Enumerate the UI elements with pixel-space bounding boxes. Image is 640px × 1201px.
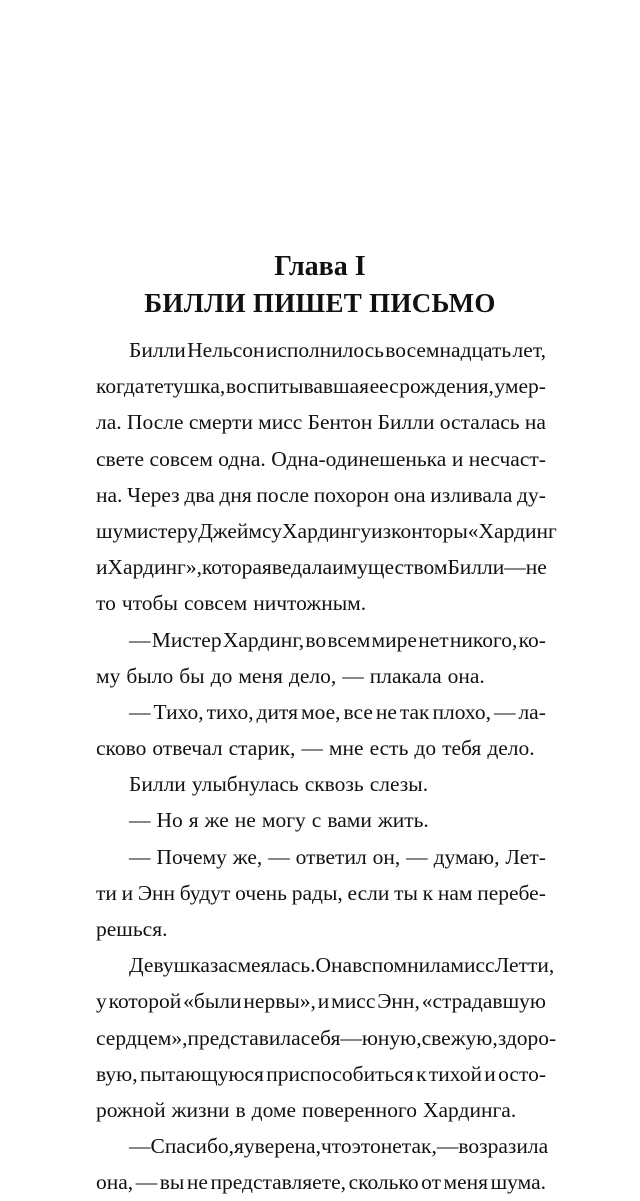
body-text [96, 332, 557, 1201]
word: ее [369, 374, 389, 399]
text-line [96, 658, 546, 694]
word: плохо, [432, 699, 491, 724]
word: поверенного [302, 1097, 417, 1122]
word: улыбнулась [191, 772, 299, 797]
word: ко- [518, 627, 546, 652]
word: тихой [428, 1061, 482, 1086]
word: будут [179, 880, 231, 905]
word: «были [183, 989, 242, 1014]
word: Но [156, 808, 183, 833]
word: После [126, 410, 184, 435]
word: сково [96, 736, 147, 761]
word: ти [96, 880, 117, 905]
word: слезы. [369, 772, 429, 797]
word: нет [418, 627, 449, 652]
word: рождения, [399, 374, 494, 399]
word: и [484, 1061, 496, 1086]
word: несчаст- [468, 446, 546, 471]
word: вспомнила [352, 953, 451, 978]
word: к [416, 1061, 427, 1086]
word: до [210, 663, 233, 688]
word: Хардинг», [107, 555, 202, 580]
word: на [524, 410, 546, 435]
text-line [96, 839, 546, 875]
text-line [96, 947, 555, 983]
word: же, [232, 844, 263, 869]
word: и [121, 880, 134, 905]
word: приспособиться [266, 1061, 414, 1086]
word: то [96, 591, 116, 616]
text-line [96, 441, 546, 477]
word: мистеру [123, 518, 199, 543]
word: юную, [361, 1025, 422, 1050]
word: меня [443, 1170, 489, 1195]
word: что [320, 1134, 352, 1159]
word: чтобы [121, 591, 178, 616]
word: — [406, 844, 428, 869]
text-line [96, 766, 546, 802]
text-line [96, 477, 546, 513]
word: Нельсон [187, 338, 265, 362]
word: ду- [517, 482, 546, 507]
word: перебе- [477, 880, 546, 905]
text-line [96, 513, 557, 549]
word: ничтожным. [253, 591, 367, 616]
text-line [96, 404, 546, 440]
word: му [96, 663, 121, 688]
word: думаю, [433, 844, 500, 869]
word: пытающуюся [139, 1061, 264, 1086]
text-line [96, 585, 546, 621]
word: умер- [494, 374, 546, 399]
word: если [347, 880, 390, 905]
word: мое, [300, 699, 341, 724]
word: рожной [96, 1097, 166, 1122]
word: — [129, 808, 151, 833]
word: восемнадцать [385, 338, 512, 362]
word: у [96, 989, 107, 1014]
word: Через [127, 482, 180, 507]
word: здоро- [497, 1025, 557, 1050]
word: Энн [137, 880, 176, 905]
word: сколько [348, 1170, 419, 1195]
word: Хардинг, [222, 627, 305, 652]
text-line [96, 368, 546, 404]
word: — [135, 1170, 158, 1195]
word: имуществом [332, 555, 448, 580]
word: нервы», [243, 989, 316, 1014]
text-line [96, 802, 546, 838]
word: представляете, [210, 1170, 347, 1195]
word: «страдавшую [421, 989, 546, 1014]
word: — [301, 736, 323, 761]
word: осто- [498, 1061, 546, 1086]
word: не [375, 699, 397, 724]
word: она, [96, 1170, 134, 1195]
text-line [96, 1092, 546, 1128]
word: я [188, 808, 199, 833]
word: ла. [96, 410, 122, 435]
word: лет, [512, 338, 546, 362]
word: возразила [458, 1134, 549, 1159]
word: тебя [442, 736, 482, 761]
word: Она [315, 953, 353, 978]
word: сквозь [304, 772, 364, 797]
word: два [184, 482, 215, 507]
word: конторы [391, 518, 468, 543]
word: — [493, 699, 516, 724]
word: Почему [156, 844, 227, 869]
word: воспитывавшая [225, 374, 370, 399]
text-line [96, 549, 546, 585]
word: было [126, 663, 174, 688]
text-line [96, 875, 546, 911]
word: так, [401, 1134, 437, 1159]
word: он, [372, 844, 401, 869]
word: Джеймсу [198, 518, 283, 543]
word: дело. [487, 736, 535, 761]
word: не [186, 1170, 208, 1195]
word: решься. [96, 917, 168, 941]
word: сердцем», [96, 1025, 188, 1050]
word: Мистер [151, 627, 222, 652]
text-line [96, 1056, 546, 1092]
word: после [256, 482, 310, 507]
word: не [234, 808, 256, 833]
word: — [129, 844, 151, 869]
word: похорон [313, 482, 390, 507]
word: — [129, 627, 151, 652]
word: Летти, [494, 953, 555, 978]
word: не [525, 555, 547, 580]
word: Хардинга. [422, 1097, 517, 1122]
word: Билли [447, 555, 505, 580]
word: ответил [295, 844, 367, 869]
word: бы [179, 663, 205, 688]
word: и [96, 555, 108, 580]
word: мне [328, 736, 364, 761]
word: она [393, 482, 426, 507]
word: Хардингу [282, 518, 372, 543]
word: с [311, 808, 322, 833]
word: — [129, 699, 151, 724]
word: смерти [188, 410, 253, 435]
word: я [234, 1134, 244, 1159]
word: изливала [430, 482, 513, 507]
word: из [371, 518, 392, 543]
word: так [399, 699, 430, 724]
word: уверена, [243, 1134, 321, 1159]
word: засмеялась. [209, 953, 316, 978]
text-line [96, 332, 546, 368]
word: доме [251, 1097, 297, 1122]
word: и [451, 446, 464, 471]
word: шума. [490, 1170, 546, 1195]
word: когда [96, 374, 145, 399]
word: Билли [129, 338, 186, 362]
word: одна. [218, 446, 266, 471]
chapter-number: Глава I [274, 251, 366, 282]
text-line [96, 911, 546, 947]
word: дитя [256, 699, 298, 724]
word: Энн, [377, 989, 420, 1014]
word: к [422, 880, 434, 905]
word: — [268, 844, 290, 869]
word: представила [187, 1025, 301, 1050]
word: очень [235, 880, 287, 905]
word: Билли [129, 772, 186, 797]
word: мисс [258, 410, 303, 435]
word: мисс [331, 989, 376, 1014]
word: есть [369, 736, 409, 761]
text-line [96, 1128, 549, 1164]
word: не [380, 1134, 402, 1159]
word: Тихо, [153, 699, 204, 724]
word: всем [327, 627, 371, 652]
word: — [436, 1134, 459, 1159]
word: совсем [183, 591, 248, 616]
word: мисс [450, 953, 495, 978]
word: осталась [439, 410, 520, 435]
word: до [414, 736, 437, 761]
word: свете [96, 446, 145, 471]
word: Спасибо, [150, 1134, 235, 1159]
word: ла- [518, 699, 546, 724]
word: которая [201, 555, 272, 580]
word: в [235, 1097, 246, 1122]
word: жизни [171, 1097, 230, 1122]
word: — [504, 555, 526, 580]
word: жить. [377, 808, 429, 833]
word: ведала [271, 555, 333, 580]
word: плакала [369, 663, 442, 688]
word: исполнилось [265, 338, 384, 362]
word: отвечал [152, 736, 223, 761]
word: все [343, 699, 373, 724]
word: могу [261, 808, 306, 833]
text-line [96, 1164, 546, 1200]
word: рады, [291, 880, 343, 905]
word: ты [394, 880, 418, 905]
word: это [351, 1134, 381, 1159]
word: вую, [96, 1061, 138, 1086]
word: которой [108, 989, 182, 1014]
word: вы [159, 1170, 185, 1195]
word: на. [96, 482, 123, 507]
word: — [129, 1134, 151, 1159]
word: с [389, 374, 399, 399]
word: и [317, 989, 330, 1014]
word: Бентон [307, 410, 373, 435]
word: Билли [377, 410, 435, 435]
word: шу [96, 518, 124, 543]
text-line [96, 622, 546, 658]
text-line [96, 983, 546, 1019]
word: никого, [449, 627, 518, 652]
word: старик, [228, 736, 296, 761]
chapter-title: БИЛЛИ ПИШЕТ ПИСЬМО [144, 288, 496, 318]
text-line [96, 730, 546, 766]
word: свежую, [421, 1025, 498, 1050]
word: дня [219, 482, 252, 507]
text-line [96, 1020, 557, 1056]
text-line [96, 694, 546, 730]
word: Лет- [505, 844, 546, 869]
word: от [421, 1170, 441, 1195]
word: тихо, [206, 699, 254, 724]
word: себя [300, 1025, 341, 1050]
word: она. [447, 663, 485, 688]
word: во [305, 627, 327, 652]
word: же [204, 808, 229, 833]
word: — [340, 1025, 362, 1050]
word: дело, [288, 663, 337, 688]
word: мире [371, 627, 417, 652]
word: нам [437, 880, 473, 905]
word: вами [327, 808, 372, 833]
word: тетушка, [144, 374, 226, 399]
word: совсем [149, 446, 213, 471]
word: «Хардинг [467, 518, 557, 543]
word: меня [238, 663, 283, 688]
word: Одна-одинешенька [271, 446, 447, 471]
word: Девушка [129, 953, 210, 978]
word: — [342, 663, 364, 688]
